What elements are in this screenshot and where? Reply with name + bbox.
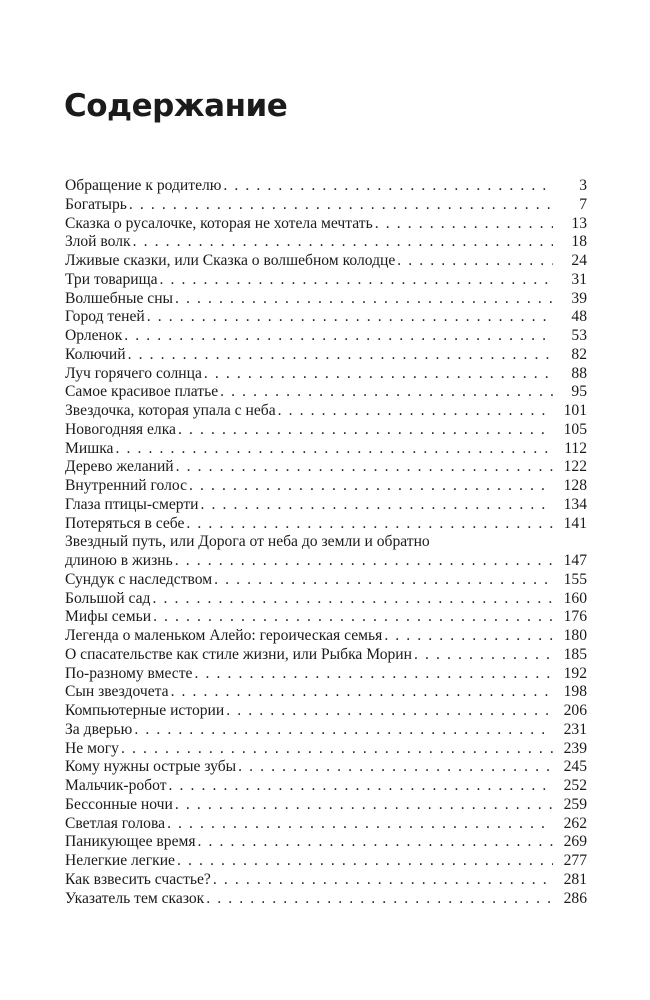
toc-page-number: 134 <box>563 495 587 513</box>
dot-leader <box>129 196 553 215</box>
dot-leader <box>152 590 553 609</box>
toc-page-number: 245 <box>563 758 587 776</box>
dot-leader <box>397 252 553 271</box>
toc-entry[interactable] <box>65 871 587 890</box>
toc-entry-title: Звездный путь, или Дорога от неба до земли и обратно <box>65 533 430 551</box>
toc-entry[interactable] <box>65 608 587 627</box>
toc-page-number: 185 <box>563 645 587 663</box>
toc-entry[interactable] <box>65 177 587 196</box>
toc-entry[interactable] <box>65 477 587 496</box>
toc-page-number: 239 <box>563 739 587 757</box>
toc-page-number: 7 <box>579 195 587 213</box>
dot-leader <box>178 421 553 440</box>
toc-entry[interactable] <box>65 815 587 834</box>
toc-entry[interactable] <box>65 383 587 402</box>
toc-entry[interactable] <box>65 590 587 609</box>
toc-page-number: 286 <box>563 889 587 907</box>
toc-entry[interactable] <box>65 496 587 515</box>
toc-entry-line1[interactable] <box>65 533 587 552</box>
toc-entry[interactable] <box>65 777 587 796</box>
dot-leader <box>220 383 553 402</box>
dot-leader <box>226 702 553 721</box>
toc-page-number: 48 <box>571 308 587 326</box>
toc-entry-title: О спасательстве как стиле жизни, или Рыбка Морин <box>65 645 412 663</box>
dot-leader <box>204 365 553 384</box>
toc-entry[interactable] <box>65 552 587 571</box>
dot-leader <box>175 290 553 309</box>
toc-entry-title: Бессонные ночи <box>65 795 173 813</box>
toc-page-number: 281 <box>563 870 587 888</box>
toc-page-number: 128 <box>563 477 587 494</box>
toc-entry[interactable] <box>65 890 587 909</box>
toc-entry-title: Внутренний голос <box>65 477 188 494</box>
toc-page-number: 259 <box>563 795 587 813</box>
toc-page-number: 13 <box>571 214 587 232</box>
toc-page-number: 231 <box>563 720 587 738</box>
toc-entry-title: Компьютерные истории <box>65 702 225 719</box>
toc-page-number: 3 <box>579 177 587 194</box>
toc-entry-title: Лживые сказки, или Сказка о волшебном колодце <box>65 252 396 269</box>
toc-page-number: 112 <box>564 439 587 457</box>
toc-page-number: 82 <box>571 345 587 363</box>
dot-leader <box>169 777 553 796</box>
toc-entry-title: Нелегкие легкие <box>65 852 175 869</box>
toc-entry-title: Паникующее время <box>65 833 196 851</box>
dot-leader <box>133 233 553 252</box>
toc-entry-title: Мифы семьи <box>65 608 152 626</box>
toc-page-number: 101 <box>563 402 587 419</box>
toc-page-number: 269 <box>563 833 587 851</box>
toc-entry-title: Самое красивое платье <box>65 383 219 401</box>
toc-entry-title: Новогодняя елка <box>65 420 176 438</box>
toc-page-number: 277 <box>563 852 587 869</box>
toc-entry-title-continued: длиною в жизнь <box>65 552 173 569</box>
toc-page-number: 95 <box>571 383 587 401</box>
dot-leader <box>160 271 553 290</box>
dot-leader <box>147 308 553 327</box>
toc-entry-title: Указатель тем сказок <box>65 889 205 907</box>
toc-entry-title: По-разному вместе <box>65 664 193 682</box>
toc-page-number: 147 <box>563 552 587 569</box>
toc-page-number: 88 <box>571 364 587 382</box>
dot-leader <box>238 758 553 777</box>
dot-leader <box>375 215 553 234</box>
toc-entry-title: За дверью <box>65 720 133 738</box>
toc-page-number: 262 <box>563 814 587 832</box>
toc-entry[interactable] <box>65 571 587 590</box>
toc-page-number: 192 <box>563 664 587 682</box>
toc-entry[interactable] <box>65 327 587 346</box>
toc-entry[interactable] <box>65 740 587 759</box>
toc-page-number: 198 <box>563 683 587 701</box>
toc-entry-title: Богатырь <box>65 195 127 213</box>
toc-entry[interactable] <box>65 458 587 477</box>
toc-entry-title: Большой сад <box>65 589 151 607</box>
toc-page-number: 176 <box>563 608 587 626</box>
toc-entry-title: Звездочка, которая упала с неба <box>65 402 276 419</box>
toc-entry-title: Город теней <box>65 308 145 326</box>
toc-page-number: 53 <box>571 327 587 344</box>
toc-entry[interactable] <box>65 402 587 421</box>
toc-page-number: 206 <box>563 702 587 719</box>
dot-leader <box>213 871 553 890</box>
toc-entry[interactable] <box>65 721 587 740</box>
toc-entry[interactable] <box>65 233 587 252</box>
dot-leader <box>194 665 553 684</box>
toc-entry-title: Сказка о русалочке, которая не хотела мечтать <box>65 214 373 232</box>
toc-entry-title: Колючий <box>65 345 126 363</box>
toc-entry[interactable] <box>65 290 587 309</box>
dot-leader <box>134 721 553 740</box>
dot-leader <box>153 608 553 627</box>
toc-page-number: 105 <box>563 420 587 438</box>
toc-page-number: 31 <box>571 270 587 288</box>
toc-page-number: 18 <box>571 233 587 251</box>
toc-entry[interactable] <box>65 796 587 815</box>
toc-entry[interactable] <box>65 271 587 290</box>
dot-leader <box>121 740 553 759</box>
dot-leader <box>384 627 553 646</box>
toc-entry[interactable] <box>65 758 587 777</box>
toc-entry[interactable] <box>65 440 587 459</box>
toc-page-number: 122 <box>563 458 587 476</box>
toc-entry-title: Луч горячего солнца <box>65 364 202 382</box>
dot-leader <box>175 796 553 815</box>
toc-page-number: 39 <box>571 289 587 307</box>
toc-entry-title: Злой волк <box>65 233 131 251</box>
dot-leader <box>206 890 553 909</box>
table-of-contents <box>65 177 587 908</box>
toc-entry[interactable] <box>65 346 587 365</box>
toc-entry[interactable] <box>65 365 587 384</box>
dot-leader <box>189 477 553 496</box>
toc-entry-title: Мишка <box>65 439 114 457</box>
toc-entry[interactable] <box>65 515 587 534</box>
toc-entry[interactable] <box>65 421 587 440</box>
toc-entry-title: Три товарища <box>65 270 158 288</box>
toc-entry[interactable] <box>65 627 587 646</box>
toc-entry-title: Не могу <box>65 739 119 757</box>
toc-entry-title: Мальчик-робот <box>65 777 167 794</box>
dot-leader <box>201 496 553 515</box>
toc-entry-title: Обращение к родителю <box>65 177 222 194</box>
dot-leader <box>414 646 553 665</box>
toc-entry-title: Дерево желаний <box>65 458 174 476</box>
dot-leader <box>115 440 553 459</box>
toc-entry-title: Глаза птицы-смерти <box>65 495 199 513</box>
toc-entry[interactable] <box>65 196 587 215</box>
toc-entry-title: Волшебные сны <box>65 289 174 307</box>
dot-leader <box>198 833 553 852</box>
toc-page-number: 155 <box>563 570 587 588</box>
toc-page-number: 141 <box>563 514 587 532</box>
toc-page-number: 252 <box>563 777 587 794</box>
dot-leader <box>223 177 553 196</box>
toc-entry-title: Сын звездочета <box>65 683 169 701</box>
dot-leader <box>177 852 553 871</box>
toc-entry-title: Светлая голова <box>65 814 166 832</box>
dot-leader <box>176 458 553 477</box>
dot-leader <box>175 552 553 571</box>
toc-entry-title: Легенда о маленьком Алейо: героическая семья <box>65 627 383 644</box>
toc-entry-title: Орленок <box>65 327 123 344</box>
dot-leader <box>186 515 553 534</box>
toc-entry[interactable] <box>65 308 587 327</box>
dot-leader <box>128 346 553 365</box>
toc-entry-title: Как взвесить счастье? <box>65 870 211 888</box>
dot-leader <box>214 571 553 590</box>
toc-page-number: 180 <box>563 627 587 644</box>
toc-page-number: 24 <box>571 252 587 269</box>
toc-entry[interactable] <box>65 665 587 684</box>
dot-leader <box>167 815 553 834</box>
toc-entry[interactable] <box>65 702 587 721</box>
toc-entry[interactable] <box>65 852 587 871</box>
toc-entry[interactable] <box>65 683 587 702</box>
toc-entry[interactable] <box>65 215 587 234</box>
dot-leader <box>278 402 553 421</box>
toc-entry-title: Сундук с наследством <box>65 570 213 588</box>
toc-entry[interactable] <box>65 646 587 665</box>
dot-leader <box>171 683 553 702</box>
page-title: Содержание <box>64 88 288 124</box>
toc-entry-title: Кому нужны острые зубы <box>65 758 237 776</box>
toc-entry[interactable] <box>65 252 587 271</box>
dot-leader <box>124 327 553 346</box>
toc-page-number: 160 <box>563 589 587 607</box>
toc-entry-title: Потеряться в себе <box>65 514 185 532</box>
toc-entry[interactable] <box>65 833 587 852</box>
